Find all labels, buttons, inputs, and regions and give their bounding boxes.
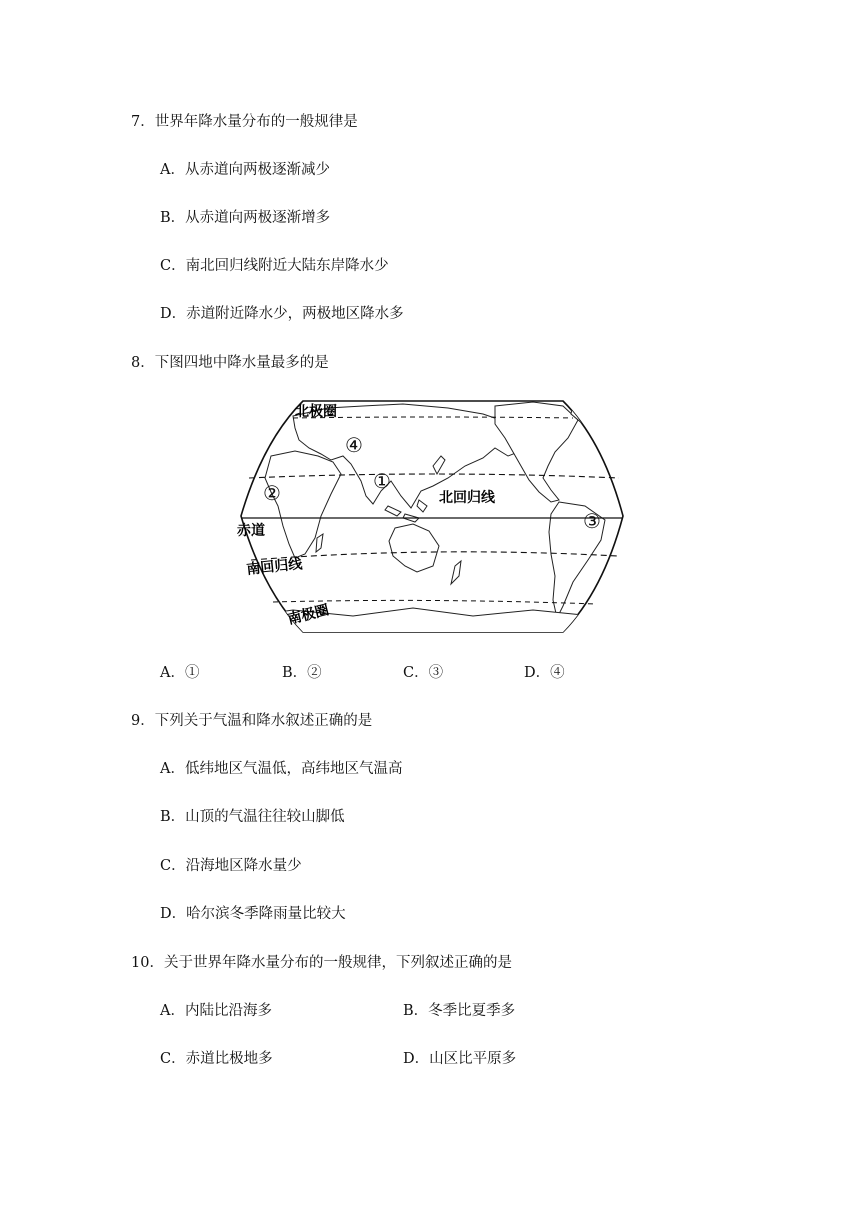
question-10-stem: 10．关于世界年降水量分布的一般规律，下列叙述正确的是 [131,955,512,971]
question-9-option-b: B．山顶的气温往往较山脚低 [160,809,345,825]
marker-2: ② [263,481,281,505]
question-8-option-b: B．② [282,665,322,681]
question-8-option-a: A．① [160,665,200,681]
label-tropic-north: 北回归线 [439,490,495,506]
question-7-stem: 7．世界年降水量分布的一般规律是 [131,114,358,130]
question-7-option-d: D．赤道附近降水少，两极地区降水多 [160,306,404,322]
question-7-option-a: A．从赤道向两极逐渐减少 [160,162,330,178]
question-10-option-b: B．冬季比夏季多 [403,1003,516,1019]
question-8-option-c: C．③ [403,665,444,681]
label-tropic-south: 南回归线 [245,556,304,578]
question-9-option-a: A．低纬地区气温低，高纬地区气温高 [160,761,403,777]
marker-3: ③ [583,509,601,533]
question-8-stem: 8．下图四地中降水量最多的是 [131,355,329,371]
marker-4: ④ [345,433,363,457]
question-9-option-c: C．沿海地区降水量少 [160,858,302,874]
question-9-option-d: D．哈尔滨冬季降雨量比较大 [160,906,346,922]
question-7-option-c: C．南北回归线附近大陆东岸降水少 [160,258,389,274]
question-7-option-b: B．从赤道向两极逐渐增多 [160,210,331,226]
world-map-figure [233,396,633,636]
question-9-stem: 9．下列关于气温和降水叙述正确的是 [131,713,373,729]
label-antarctic-circle: 南极圈 [286,602,331,628]
label-arctic-circle: 北极圈 [295,404,337,420]
question-10-option-a: A．内陆比沿海多 [160,1003,272,1019]
label-equator: 赤道 [237,523,265,539]
question-10-option-c: C．赤道比极地多 [160,1051,273,1067]
question-10-option-d: D．山区比平原多 [403,1051,517,1067]
marker-1: ① [373,469,391,493]
question-8-option-d: D．④ [524,665,565,681]
